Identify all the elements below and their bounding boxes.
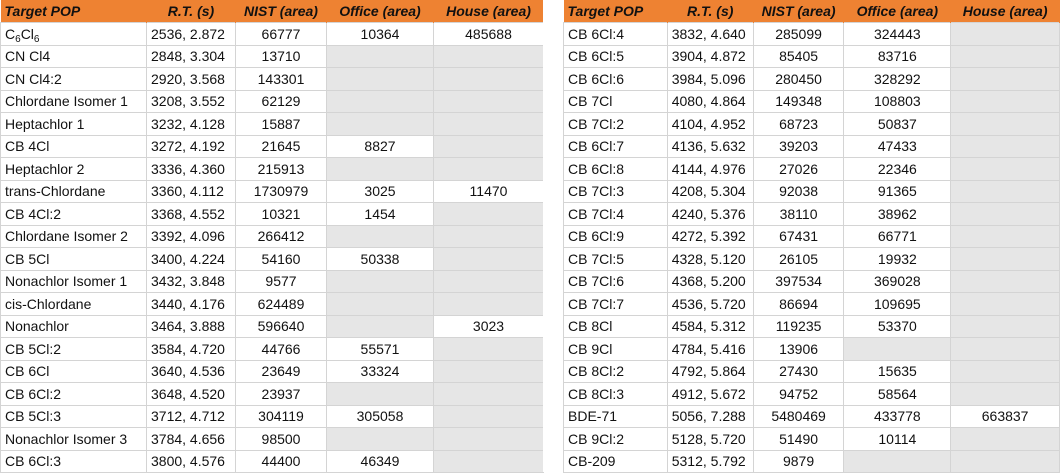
cell-office-area [844, 338, 951, 361]
table-row [1, 45, 544, 68]
cell-office-area: 55571 [327, 338, 434, 361]
cell-office-area: 8827 [327, 135, 434, 158]
cell-retention-time: 4584, 5.312 [667, 315, 753, 338]
cell-office-area: 433778 [844, 405, 951, 428]
cell-house-area [951, 68, 1060, 91]
cell-retention-time: 3584, 4.720 [147, 338, 236, 361]
table-row [1, 68, 544, 91]
cell-target-pop: Chlordane Isomer 1 [1, 90, 147, 113]
header-row [564, 0, 1060, 23]
cell-house-area [434, 450, 544, 473]
cell-office-area: 53370 [844, 315, 951, 338]
cell-target-pop: CB 8Cl [564, 315, 668, 338]
cell-nist-area: 13906 [753, 338, 844, 361]
cell-retention-time: 4136, 5.632 [667, 135, 753, 158]
cell-house-area [951, 450, 1060, 473]
cell-retention-time: 3648, 4.520 [147, 383, 236, 406]
cell-retention-time: 3784, 4.656 [147, 428, 236, 451]
cell-target-pop: CB 7Cl:2 [564, 113, 668, 136]
header-rt: R.T. (s) [667, 0, 753, 23]
cell-house-area [951, 203, 1060, 226]
cell-retention-time: 2920, 3.568 [147, 68, 236, 91]
table-row [564, 113, 1060, 136]
cell-office-area [327, 158, 434, 181]
cell-house-area [951, 45, 1060, 68]
table-row [564, 383, 1060, 406]
cell-nist-area: 26105 [753, 248, 844, 271]
cell-house-area [951, 23, 1060, 46]
cell-target-pop: CB 7Cl:5 [564, 248, 668, 271]
cell-office-area: 305058 [327, 405, 434, 428]
cell-retention-time: 2848, 3.304 [147, 45, 236, 68]
cell-nist-area: 596640 [236, 315, 327, 338]
cell-target-pop: CB 7Cl:6 [564, 270, 668, 293]
cell-retention-time: 3464, 3.888 [147, 315, 236, 338]
table-row [564, 90, 1060, 113]
table-row [1, 338, 544, 361]
cell-office-area [327, 428, 434, 451]
cell-target-pop: CB 6Cl:6 [564, 68, 668, 91]
cell-office-area: 328292 [844, 68, 951, 91]
table-row [564, 180, 1060, 203]
cell-nist-area: 149348 [753, 90, 844, 113]
cell-retention-time: 2536, 2.872 [147, 23, 236, 46]
table-row [1, 248, 544, 271]
cell-nist-area: 39203 [753, 135, 844, 158]
cell-house-area: 485688 [434, 23, 544, 46]
cell-nist-area: 5480469 [753, 405, 844, 428]
cell-target-pop: CB 6Cl [1, 360, 147, 383]
cell-retention-time: 4208, 5.304 [667, 180, 753, 203]
cell-office-area [327, 270, 434, 293]
cell-target-pop: CN Cl4 [1, 45, 147, 68]
cell-target-pop: CB 6Cl:8 [564, 158, 668, 181]
header-rt: R.T. (s) [147, 0, 236, 23]
cell-office-area: 83716 [844, 45, 951, 68]
cell-target-pop: trans-Chlordane [1, 180, 147, 203]
cell-target-pop: CB 7Cl:3 [564, 180, 668, 203]
cell-office-area: 66771 [844, 225, 951, 248]
table-row [564, 428, 1060, 451]
table-gap [543, 0, 563, 472]
cell-office-area: 47433 [844, 135, 951, 158]
cell-house-area [434, 360, 544, 383]
cell-office-area: 22346 [844, 158, 951, 181]
cell-house-area [951, 293, 1060, 316]
table-row [564, 158, 1060, 181]
cell-nist-area: 304119 [236, 405, 327, 428]
cell-nist-area: 280450 [753, 68, 844, 91]
cell-house-area [434, 203, 544, 226]
header-target-pop: Target POP [564, 0, 668, 23]
header-row [1, 0, 544, 23]
table-row [1, 23, 544, 46]
cell-nist-area: 62129 [236, 90, 327, 113]
cell-house-area [951, 315, 1060, 338]
cell-retention-time: 3232, 4.128 [147, 113, 236, 136]
cell-target-pop: CB 7Cl:4 [564, 203, 668, 226]
cell-house-area [434, 383, 544, 406]
cell-retention-time: 4912, 5.672 [667, 383, 753, 406]
cell-house-area [434, 248, 544, 271]
cell-target-pop: Heptachlor 1 [1, 113, 147, 136]
table-row [564, 405, 1060, 428]
cell-house-area [951, 270, 1060, 293]
cell-nist-area: 44400 [236, 450, 327, 473]
table-row [564, 68, 1060, 91]
cell-house-area [434, 338, 544, 361]
cell-house-area [434, 225, 544, 248]
cell-house-area [951, 428, 1060, 451]
table-row [1, 405, 544, 428]
cell-retention-time: 3336, 4.360 [147, 158, 236, 181]
pop-table-right [563, 0, 1060, 473]
cell-office-area [327, 225, 434, 248]
cell-target-pop: CB 5Cl:2 [1, 338, 147, 361]
table-row [1, 225, 544, 248]
cell-target-pop: CB 5Cl [1, 248, 147, 271]
table-row [1, 360, 544, 383]
cell-retention-time: 3432, 3.848 [147, 270, 236, 293]
cell-target-pop: CB 4Cl:2 [1, 203, 147, 226]
cell-office-area: 19932 [844, 248, 951, 271]
cell-nist-area: 13710 [236, 45, 327, 68]
cell-retention-time: 4272, 5.392 [667, 225, 753, 248]
cell-office-area [327, 68, 434, 91]
cell-retention-time: 3904, 4.872 [667, 45, 753, 68]
cell-target-pop: CB 8Cl:2 [564, 360, 668, 383]
table-row [564, 293, 1060, 316]
cell-house-area: 663837 [951, 405, 1060, 428]
cell-house-area [951, 158, 1060, 181]
cell-nist-area: 285099 [753, 23, 844, 46]
cell-office-area: 50837 [844, 113, 951, 136]
cell-house-area [951, 113, 1060, 136]
table-row [564, 45, 1060, 68]
cell-nist-area: 27430 [753, 360, 844, 383]
cell-nist-area: 68723 [753, 113, 844, 136]
cell-target-pop: cis-Chlordane [1, 293, 147, 316]
cell-target-pop: CB 6Cl:5 [564, 45, 668, 68]
cell-target-pop: CB 6Cl:3 [1, 450, 147, 473]
cell-target-pop: CB 9Cl [564, 338, 668, 361]
cell-office-area: 1454 [327, 203, 434, 226]
table-row [1, 135, 544, 158]
cell-office-area: 38962 [844, 203, 951, 226]
cell-house-area [951, 248, 1060, 271]
table-row [564, 225, 1060, 248]
cell-nist-area: 94752 [753, 383, 844, 406]
cell-office-area: 324443 [844, 23, 951, 46]
cell-nist-area: 10321 [236, 203, 327, 226]
cell-target-pop: CB 9Cl:2 [564, 428, 668, 451]
cell-house-area: 3023 [434, 315, 544, 338]
cell-nist-area: 66777 [236, 23, 327, 46]
cell-retention-time: 4792, 5.864 [667, 360, 753, 383]
header-house: House (area) [951, 0, 1060, 23]
cell-retention-time: 5056, 7.288 [667, 405, 753, 428]
cell-retention-time: 5128, 5.720 [667, 428, 753, 451]
cell-office-area [844, 450, 951, 473]
cell-nist-area: 38110 [753, 203, 844, 226]
cell-retention-time: 4784, 5.416 [667, 338, 753, 361]
cell-office-area: 10114 [844, 428, 951, 451]
cell-house-area [951, 135, 1060, 158]
cell-target-pop: CB 8Cl:3 [564, 383, 668, 406]
cell-office-area: 15635 [844, 360, 951, 383]
cell-house-area [434, 90, 544, 113]
cell-target-pop: Nonachlor Isomer 1 [1, 270, 147, 293]
cell-nist-area: 92038 [753, 180, 844, 203]
cell-nist-area: 15887 [236, 113, 327, 136]
cell-house-area [434, 405, 544, 428]
cell-retention-time: 3392, 4.096 [147, 225, 236, 248]
cell-house-area [434, 68, 544, 91]
cell-office-area: 33324 [327, 360, 434, 383]
cell-house-area [434, 135, 544, 158]
cell-retention-time: 4104, 4.952 [667, 113, 753, 136]
cell-nist-area: 27026 [753, 158, 844, 181]
cell-nist-area: 9879 [753, 450, 844, 473]
cell-nist-area: 85405 [753, 45, 844, 68]
cell-target-pop: Nonachlor Isomer 3 [1, 428, 147, 451]
cell-house-area [434, 45, 544, 68]
cell-target-pop: CB 6Cl:7 [564, 135, 668, 158]
cell-retention-time: 3800, 4.576 [147, 450, 236, 473]
cell-nist-area: 98500 [236, 428, 327, 451]
cell-target-pop: CB 6Cl:2 [1, 383, 147, 406]
cell-house-area [434, 113, 544, 136]
cell-target-pop: Nonachlor [1, 315, 147, 338]
cell-target-pop: CB-209 [564, 450, 668, 473]
cell-target-pop: CB 4Cl [1, 135, 147, 158]
cell-target-pop: $C_6Cl_6$ [1, 23, 147, 46]
cell-retention-time: 3400, 4.224 [147, 248, 236, 271]
cell-nist-area: 67431 [753, 225, 844, 248]
cell-house-area [434, 293, 544, 316]
cell-office-area: 108803 [844, 90, 951, 113]
cell-office-area [327, 90, 434, 113]
table-row [564, 315, 1060, 338]
table-row [564, 450, 1060, 473]
cell-nist-area: 119235 [753, 315, 844, 338]
cell-retention-time: 3272, 4.192 [147, 135, 236, 158]
cell-target-pop: CB 7Cl:7 [564, 293, 668, 316]
cell-retention-time: 3640, 4.536 [147, 360, 236, 383]
cell-nist-area: 51490 [753, 428, 844, 451]
cell-target-pop: CB 5Cl:3 [1, 405, 147, 428]
cell-target-pop: Chlordane Isomer 2 [1, 225, 147, 248]
cell-nist-area: 215913 [236, 158, 327, 181]
cell-house-area [434, 270, 544, 293]
table-row [564, 338, 1060, 361]
cell-house-area [951, 180, 1060, 203]
cell-target-pop: Heptachlor 2 [1, 158, 147, 181]
cell-house-area [434, 428, 544, 451]
cell-office-area: 46349 [327, 450, 434, 473]
table-row [1, 428, 544, 451]
cell-retention-time: 4080, 4.864 [667, 90, 753, 113]
header-nist: NIST (area) [753, 0, 844, 23]
cell-target-pop: BDE-71 [564, 405, 668, 428]
cell-house-area [951, 338, 1060, 361]
table-row [564, 360, 1060, 383]
cell-retention-time: 3712, 4.712 [147, 405, 236, 428]
header-office: Office (area) [844, 0, 951, 23]
cell-retention-time: 4536, 5.720 [667, 293, 753, 316]
table-row [1, 113, 544, 136]
cell-nist-area: 54160 [236, 248, 327, 271]
cell-retention-time: 4240, 5.376 [667, 203, 753, 226]
cell-retention-time: 4368, 5.200 [667, 270, 753, 293]
table-row [1, 90, 544, 113]
cell-target-pop: CB 6Cl:4 [564, 23, 668, 46]
header-house: House (area) [434, 0, 544, 23]
cell-retention-time: 3440, 4.176 [147, 293, 236, 316]
cell-target-pop: CN Cl4:2 [1, 68, 147, 91]
cell-office-area: 369028 [844, 270, 951, 293]
cell-office-area [327, 293, 434, 316]
header-nist: NIST (area) [236, 0, 327, 23]
cell-nist-area: 624489 [236, 293, 327, 316]
cell-nist-area: 397534 [753, 270, 844, 293]
cell-house-area [951, 90, 1060, 113]
table-row [1, 315, 544, 338]
table-row [1, 383, 544, 406]
cell-retention-time: 3984, 5.096 [667, 68, 753, 91]
cell-nist-area: 44766 [236, 338, 327, 361]
table-row [564, 203, 1060, 226]
header-target-pop: Target POP [1, 0, 147, 23]
cell-retention-time: 3368, 4.552 [147, 203, 236, 226]
table-row [1, 203, 544, 226]
cell-retention-time: 4328, 5.120 [667, 248, 753, 271]
table-row [1, 270, 544, 293]
table-row [564, 135, 1060, 158]
cell-nist-area: 1730979 [236, 180, 327, 203]
table-row [1, 450, 544, 473]
table-row [1, 293, 544, 316]
cell-office-area: 50338 [327, 248, 434, 271]
cell-office-area [327, 113, 434, 136]
cell-nist-area: 23649 [236, 360, 327, 383]
table-row [1, 180, 544, 203]
cell-target-pop: CB 7Cl [564, 90, 668, 113]
cell-office-area: 10364 [327, 23, 434, 46]
cell-office-area: 109695 [844, 293, 951, 316]
table-row [1, 158, 544, 181]
cell-retention-time: 3832, 4.640 [667, 23, 753, 46]
cell-retention-time: 4144, 4.976 [667, 158, 753, 181]
cell-nist-area: 21645 [236, 135, 327, 158]
cell-office-area [327, 315, 434, 338]
cell-retention-time: 3208, 3.552 [147, 90, 236, 113]
cell-house-area [951, 383, 1060, 406]
cell-house-area: 11470 [434, 180, 544, 203]
cell-nist-area: 266412 [236, 225, 327, 248]
cell-office-area [327, 383, 434, 406]
cell-office-area: 58564 [844, 383, 951, 406]
table-row [564, 23, 1060, 46]
cell-target-pop: CB 6Cl:9 [564, 225, 668, 248]
cell-office-area [327, 45, 434, 68]
table-row [564, 248, 1060, 271]
cell-nist-area: 9577 [236, 270, 327, 293]
cell-office-area: 3025 [327, 180, 434, 203]
cell-nist-area: 86694 [753, 293, 844, 316]
cell-office-area: 91365 [844, 180, 951, 203]
cell-house-area [951, 360, 1060, 383]
table-row [564, 270, 1060, 293]
header-office: Office (area) [327, 0, 434, 23]
cell-retention-time: 5312, 5.792 [667, 450, 753, 473]
cell-nist-area: 143301 [236, 68, 327, 91]
cell-house-area [434, 158, 544, 181]
cell-retention-time: 3360, 4.112 [147, 180, 236, 203]
cell-house-area [951, 225, 1060, 248]
cell-nist-area: 23937 [236, 383, 327, 406]
